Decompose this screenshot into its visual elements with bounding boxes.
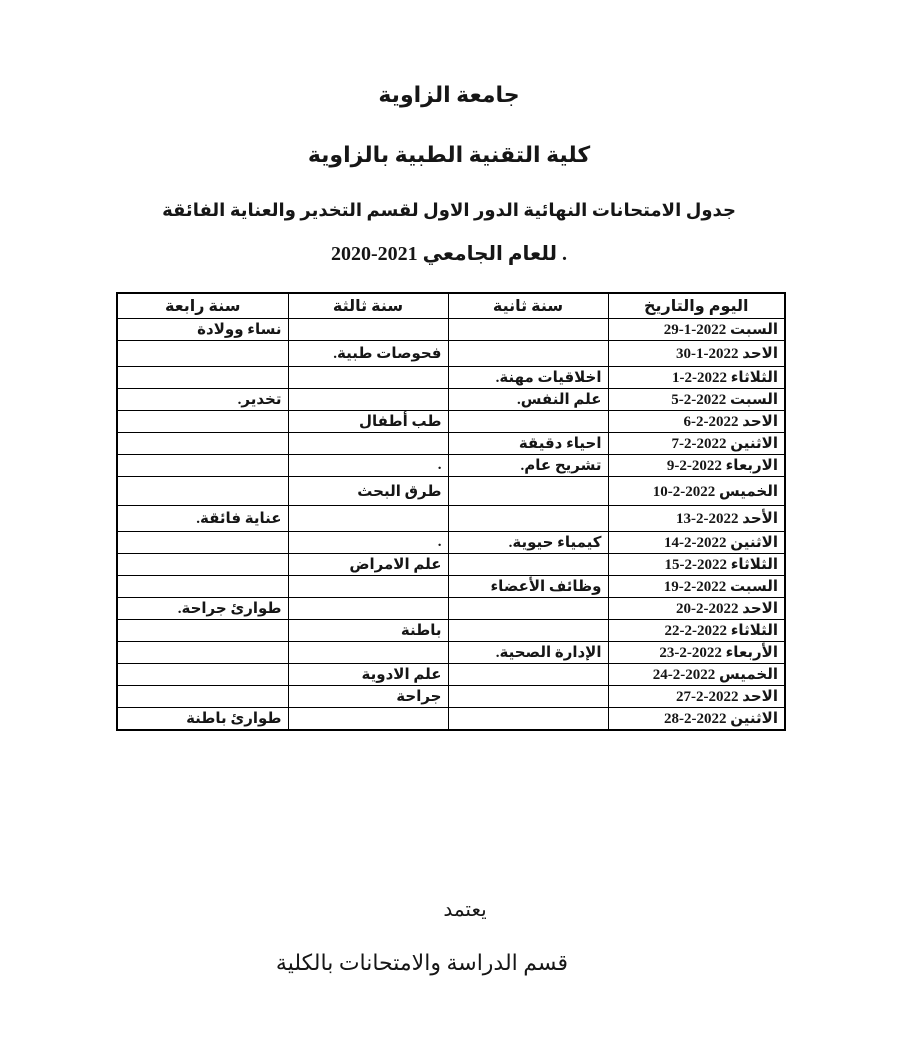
year3-subject-cell xyxy=(288,506,448,532)
year2-subject-cell xyxy=(448,477,608,506)
year4-subject-cell: طوارئ جراحة. xyxy=(117,598,288,620)
date-value: 2022-2-7 xyxy=(671,436,727,452)
date-value: 2022-2-14 xyxy=(664,535,727,551)
year3-subject-cell xyxy=(288,642,448,664)
day-label: الأربعاء xyxy=(725,645,778,661)
year2-subject-cell: تشريح عام. xyxy=(448,455,608,477)
day-date-cell xyxy=(608,506,785,532)
date-value: 2022-2-13 xyxy=(675,511,739,527)
year4-subject-cell xyxy=(117,455,288,477)
date-value: 2022-2-6 xyxy=(683,414,739,430)
year2-subject-cell xyxy=(448,664,608,686)
date-value: 2022-2-27 xyxy=(675,689,739,705)
day-date-cell xyxy=(608,389,785,411)
day-date-cell xyxy=(608,686,785,708)
day-date-cell xyxy=(608,433,785,455)
day-label: الثلاثاء xyxy=(730,557,778,573)
approval-label: يعتمد xyxy=(443,899,487,921)
year4-subject-cell: طوارئ باطنة xyxy=(117,708,288,731)
table-row xyxy=(117,506,785,532)
year4-subject-cell xyxy=(117,576,288,598)
table-row xyxy=(117,477,785,506)
year3-subject-cell: . xyxy=(288,455,448,477)
day-date-cell xyxy=(608,576,785,598)
day-date-cell xyxy=(608,367,785,389)
table-header xyxy=(117,293,785,319)
date-value: 2022-2-22 xyxy=(664,623,728,639)
day-label: الاثنين xyxy=(730,436,778,452)
year3-subject-cell xyxy=(288,576,448,598)
date-value: 2022-2-20 xyxy=(675,601,739,617)
date-value: 2022-2-24 xyxy=(652,667,716,683)
year3-subject-cell xyxy=(288,708,448,731)
year3-subject-cell xyxy=(288,389,448,411)
year3-subject-cell: طب أطفال xyxy=(288,411,448,433)
year2-subject-cell: احياء دقيقة xyxy=(448,433,608,455)
table-row xyxy=(117,642,785,664)
date-value: 2022-1-29 xyxy=(663,322,727,338)
table-row xyxy=(117,686,785,708)
year2-subject-cell: وظائف الأعضاء xyxy=(448,576,608,598)
day-label: الخميس xyxy=(719,483,778,500)
table-row xyxy=(117,411,785,433)
year4-subject-cell: تخدير. xyxy=(117,389,288,411)
year4-subject-cell xyxy=(117,620,288,642)
year4-subject-cell xyxy=(117,341,288,367)
year4-subject-cell xyxy=(117,367,288,389)
year3-subject-cell xyxy=(288,598,448,620)
college-title: كلية التقنية الطبية بالزاوية xyxy=(307,142,591,167)
day-date-cell xyxy=(608,642,785,664)
day-date-cell xyxy=(608,598,785,620)
year4-subject-cell xyxy=(117,433,288,455)
year3-subject-cell xyxy=(288,319,448,341)
table-row xyxy=(117,554,785,576)
year3-subject-cell xyxy=(288,433,448,455)
header-row xyxy=(117,293,785,319)
year2-subject-cell xyxy=(448,341,608,367)
date-value: 2022-2-19 xyxy=(663,579,727,595)
table-row xyxy=(117,341,785,367)
year4-subject-cell: نساء وولادة xyxy=(117,319,288,341)
year2-subject-cell: علم النفس. xyxy=(448,389,608,411)
academic-year-line: . للعام الجامعي 2021-2020 xyxy=(331,243,567,265)
column-header-year4: سنة رابعة xyxy=(117,293,288,319)
year4-subject-cell xyxy=(117,642,288,664)
day-date-cell xyxy=(608,664,785,686)
year2-subject-cell: كيمياء حيوية. xyxy=(448,532,608,554)
column-header-day-date: اليوم والتاريخ xyxy=(608,293,785,319)
year2-subject-cell xyxy=(448,598,608,620)
year4-subject-cell xyxy=(117,411,288,433)
day-label: السبت xyxy=(729,392,778,408)
approval-department-label: قسم الدراسة والامتحانات بالكلية xyxy=(275,950,569,975)
year2-subject-cell: الإدارة الصحية. xyxy=(448,642,608,664)
year2-subject-cell xyxy=(448,506,608,532)
year3-subject-cell xyxy=(288,367,448,389)
table-row xyxy=(117,389,785,411)
year3-subject-cell: فحوصات طبية. xyxy=(288,341,448,367)
day-label: الاحد xyxy=(742,689,778,705)
year4-subject-cell xyxy=(117,554,288,576)
year4-subject-cell: عناية فائقة. xyxy=(117,506,288,532)
exam-schedule-table xyxy=(116,292,786,731)
date-value: 2022-2-15 xyxy=(664,557,728,573)
day-label: الاثنين xyxy=(730,711,778,727)
day-label: السبت xyxy=(729,579,778,595)
date-value: 2022-2-9 xyxy=(666,458,722,474)
column-header-year2: سنة ثانية xyxy=(448,293,608,319)
table-row xyxy=(117,319,785,341)
table-row xyxy=(117,532,785,554)
year4-subject-cell xyxy=(117,477,288,506)
table-row xyxy=(117,708,785,731)
day-label: الاربعاء xyxy=(725,458,778,474)
year2-subject-cell xyxy=(448,411,608,433)
day-label: الاحد xyxy=(742,414,778,430)
date-value: 2022-1-30 xyxy=(675,346,739,362)
day-label: الثلاثاء xyxy=(730,623,778,639)
day-label: الثلاثاء xyxy=(730,370,778,386)
day-date-cell xyxy=(608,532,785,554)
day-date-cell xyxy=(608,708,785,731)
day-label: الخميس xyxy=(719,667,778,683)
table-row xyxy=(117,455,785,477)
table-body xyxy=(117,319,785,731)
day-label: الاحد xyxy=(742,346,778,362)
table-row xyxy=(117,620,785,642)
date-value: 2022-2-28 xyxy=(664,711,727,727)
university-title: جامعة الزاوية xyxy=(378,82,520,107)
year2-subject-cell xyxy=(448,620,608,642)
table-row xyxy=(117,433,785,455)
year3-subject-cell: . xyxy=(288,532,448,554)
day-label: الأحد xyxy=(742,511,778,527)
day-date-cell xyxy=(608,341,785,367)
day-label: السبت xyxy=(729,322,778,338)
day-date-cell xyxy=(608,411,785,433)
day-label: الاحد xyxy=(742,601,778,617)
year4-subject-cell xyxy=(117,532,288,554)
day-date-cell xyxy=(608,477,785,506)
year2-subject-cell xyxy=(448,554,608,576)
year3-subject-cell: باطنة xyxy=(288,620,448,642)
year4-subject-cell xyxy=(117,664,288,686)
year2-subject-cell xyxy=(448,319,608,341)
year3-subject-cell: جراحة xyxy=(288,686,448,708)
table-row xyxy=(117,598,785,620)
day-date-cell xyxy=(608,455,785,477)
day-date-cell xyxy=(608,620,785,642)
day-label: الاثنين xyxy=(730,535,778,551)
year2-subject-cell: اخلاقيات مهنة. xyxy=(448,367,608,389)
year4-subject-cell xyxy=(117,686,288,708)
table-row xyxy=(117,576,785,598)
day-date-cell xyxy=(608,554,785,576)
schedule-title: جدول الامتحانات النهائية الدور الاول لقسم التخدير والعناية الفائقة xyxy=(162,200,736,220)
year2-subject-cell xyxy=(448,686,608,708)
year2-subject-cell xyxy=(448,708,608,731)
column-header-year3: سنة ثالثة xyxy=(288,293,448,319)
year3-subject-cell: علم الامراض xyxy=(288,554,448,576)
table-row xyxy=(117,367,785,389)
day-date-cell xyxy=(608,319,785,341)
year3-subject-cell: علم الادوية xyxy=(288,664,448,686)
year3-subject-cell: طرق البحث xyxy=(288,477,448,506)
date-value: 2022-2-1 xyxy=(672,370,728,386)
table-row xyxy=(117,664,785,686)
date-value: 2022-2-10 xyxy=(652,483,716,500)
date-value: 2022-2-5 xyxy=(671,392,727,408)
date-value: 2022-2-23 xyxy=(659,645,722,661)
